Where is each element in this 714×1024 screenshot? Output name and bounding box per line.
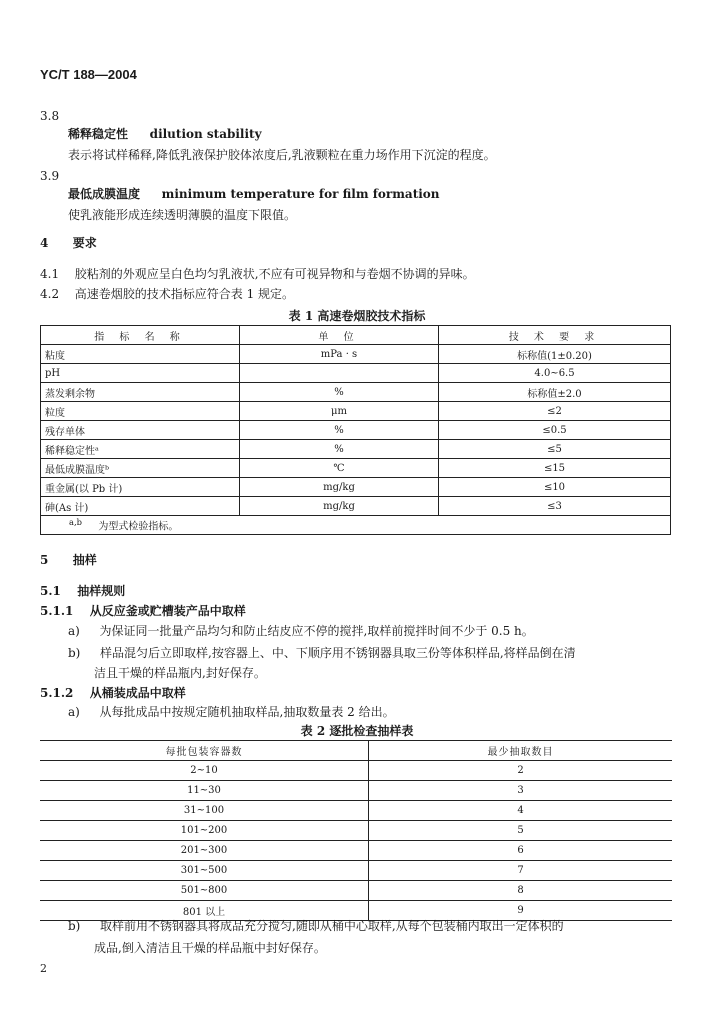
table-cell: %: [240, 383, 439, 402]
list-label: a): [68, 705, 80, 719]
section-5-heading: [40, 552, 97, 568]
term-en: minimum temperature for film formation: [161, 187, 440, 201]
table-row: [40, 861, 672, 881]
table-cell: 301~500: [40, 861, 369, 881]
list-text: 为保证同一批量产品均匀和防止结皮应不停的搅拌,取样前搅拌时间不少于 0.5 h。: [99, 624, 534, 638]
list-item: [68, 623, 534, 639]
table-cell: 101~200: [40, 821, 369, 841]
table-cell: 最低成膜温度ᵇ: [41, 459, 240, 478]
section-3-8-definition: 表示将试样稀释,降低乳液保护胶体浓度后,乳液颗粒在重力场作用下沉淀的程度。: [68, 148, 496, 162]
list-item: [68, 918, 564, 934]
table-cell: 2~10: [40, 761, 369, 781]
list-item: [68, 645, 576, 661]
table-cell: 5: [369, 821, 673, 841]
table-cell: %: [240, 440, 439, 459]
section-5-1-1-heading: [40, 603, 246, 619]
standard-code: YC/T 188—2004: [40, 67, 137, 82]
section-4-2-number: 4.2: [40, 287, 60, 301]
section-5-title: 抽样: [72, 553, 97, 567]
table-cell: 2: [369, 761, 673, 781]
table-cell: 4: [369, 801, 673, 821]
table-row: [40, 881, 672, 901]
footnote-text: 为型式检验指标。: [98, 521, 179, 533]
table-cell: 标称值(1±0.20): [439, 345, 671, 364]
table-row: [41, 345, 671, 364]
table-row: [41, 364, 671, 383]
section-5-1-1-number: 5.1.1: [40, 604, 74, 618]
table-cell: 砷(As 计): [41, 497, 240, 516]
table-cell: 201~300: [40, 841, 369, 861]
section-5-1-title: 抽样规则: [77, 584, 126, 598]
table-cell: 9: [369, 901, 673, 921]
term-zh: 最低成膜温度: [68, 187, 141, 201]
table-cell: 7: [369, 861, 673, 881]
table-row: [40, 761, 672, 781]
table-cell: 残存单体: [41, 421, 240, 440]
section-4-title: 要求: [72, 236, 97, 250]
section-3-8-number: 3.8: [40, 109, 60, 123]
table-row: [41, 402, 671, 421]
section-5-1-2-heading: [40, 685, 186, 701]
table1-header-row: [41, 326, 671, 345]
section-3-9-definition: 使乳液能形成连续透明薄膜的温度下限值。: [68, 208, 297, 222]
table1-footnote-row: [41, 516, 671, 535]
section-4-1-number: 4.1: [40, 267, 60, 281]
table1-header-cell: 指 标 名 称: [41, 326, 240, 345]
table-cell: ℃: [240, 459, 439, 478]
table-row: [41, 440, 671, 459]
section-3-9-term: [68, 186, 440, 202]
table-row: [41, 421, 671, 440]
list-text: 从每批成品中按规定随机抽取样品,抽取数量表 2 给出。: [99, 705, 395, 719]
section-5-1-1-title: 从反应釜或贮槽装产品中取样: [89, 604, 246, 618]
list-label: a): [68, 624, 80, 638]
table-row: [40, 841, 672, 861]
table-cell: 粘度: [41, 345, 240, 364]
table-cell: 501~800: [40, 881, 369, 901]
table-cell: mg/kg: [240, 497, 439, 516]
table-cell: ≤0.5: [439, 421, 671, 440]
table-cell: ≤15: [439, 459, 671, 478]
table2-header-cell: 每批包装容器数: [40, 741, 369, 761]
term-zh: 稀释稳定性: [68, 127, 129, 141]
section-4-number: 4: [40, 236, 49, 250]
list-item-continuation: 成品,倒入清洁且干燥的样品瓶中封好保存。: [94, 941, 326, 955]
table-row: [40, 781, 672, 801]
table1-caption: 表 1 高速卷烟胶技术指标: [288, 309, 426, 323]
table-cell: mg/kg: [240, 478, 439, 497]
page-number: 2: [40, 962, 47, 975]
table2-header-cell: 最少抽取数目: [369, 741, 673, 761]
section-5-number: 5: [40, 553, 49, 567]
table-cell: 6: [369, 841, 673, 861]
section-5-1-number: 5.1: [40, 584, 61, 598]
table2-header-row: [40, 741, 672, 761]
table-cell: ≤10: [439, 478, 671, 497]
table-cell: 801 以上: [40, 901, 369, 921]
table-row: [40, 801, 672, 821]
table1: [40, 325, 671, 535]
table-cell: μm: [240, 402, 439, 421]
table1-footnote: [41, 516, 671, 535]
table-row: [41, 459, 671, 478]
table-cell: 蒸发剩余物: [41, 383, 240, 402]
section-4-2: [40, 286, 294, 302]
table-cell: 标称值±2.0: [439, 383, 671, 402]
table-cell: 11~30: [40, 781, 369, 801]
table-cell: [240, 364, 439, 383]
table-row: [41, 497, 671, 516]
section-4-1: [40, 266, 475, 282]
table-row: [41, 478, 671, 497]
table-cell: 31~100: [40, 801, 369, 821]
table-cell: ≤3: [439, 497, 671, 516]
section-5-1-2-number: 5.1.2: [40, 686, 74, 700]
list-item: [68, 704, 395, 720]
table-cell: 重金属(以 Pb 计): [41, 478, 240, 497]
table2-caption: 表 2 逐批检查抽样表: [300, 724, 414, 738]
table-cell: 3: [369, 781, 673, 801]
table-row: [41, 383, 671, 402]
list-text: 取样前用不锈钢器具将成品充分搅匀,随即从桶中心取样,从每个包装桶内取出一定体积的: [100, 919, 564, 933]
table1-header-cell: 技 术 要 求: [439, 326, 671, 345]
table2: [40, 740, 672, 921]
table-cell: ≤5: [439, 440, 671, 459]
footnote-marks: a,b: [69, 517, 82, 528]
table-cell: %: [240, 421, 439, 440]
section-4-2-text: 高速卷烟胶的技术指标应符合表 1 规定。: [74, 287, 295, 301]
table-cell: ≤2: [439, 402, 671, 421]
table-cell: 4.0~6.5: [439, 364, 671, 383]
section-4-heading: [40, 235, 97, 251]
section-5-1-2-title: 从桶装成品中取样: [89, 686, 186, 700]
table-cell: 粒度: [41, 402, 240, 421]
list-label: b): [68, 919, 81, 933]
table-cell: 8: [369, 881, 673, 901]
term-en: dilution stability: [149, 127, 262, 141]
section-5-1-heading: [40, 583, 125, 599]
table-cell: pH: [41, 364, 240, 383]
section-3-8-term: [68, 126, 262, 142]
table-cell: mPa · s: [240, 345, 439, 364]
section-3-9-number: 3.9: [40, 169, 60, 183]
list-text: 样品混匀后立即取样,按容器上、中、下顺序用不锈钢器具取三份等体积样品,将样品倒在清: [100, 646, 576, 660]
table-cell: 稀释稳定性ᵃ: [41, 440, 240, 459]
list-label: b): [68, 646, 81, 660]
table1-header-cell: 单 位: [240, 326, 439, 345]
list-item-continuation: 洁且干燥的样品瓶内,封好保存。: [94, 666, 266, 680]
table-row: [40, 821, 672, 841]
section-4-1-text: 胶粘剂的外观应呈白色均匀乳液状,不应有可视异物和与卷烟不协调的异味。: [74, 267, 475, 281]
